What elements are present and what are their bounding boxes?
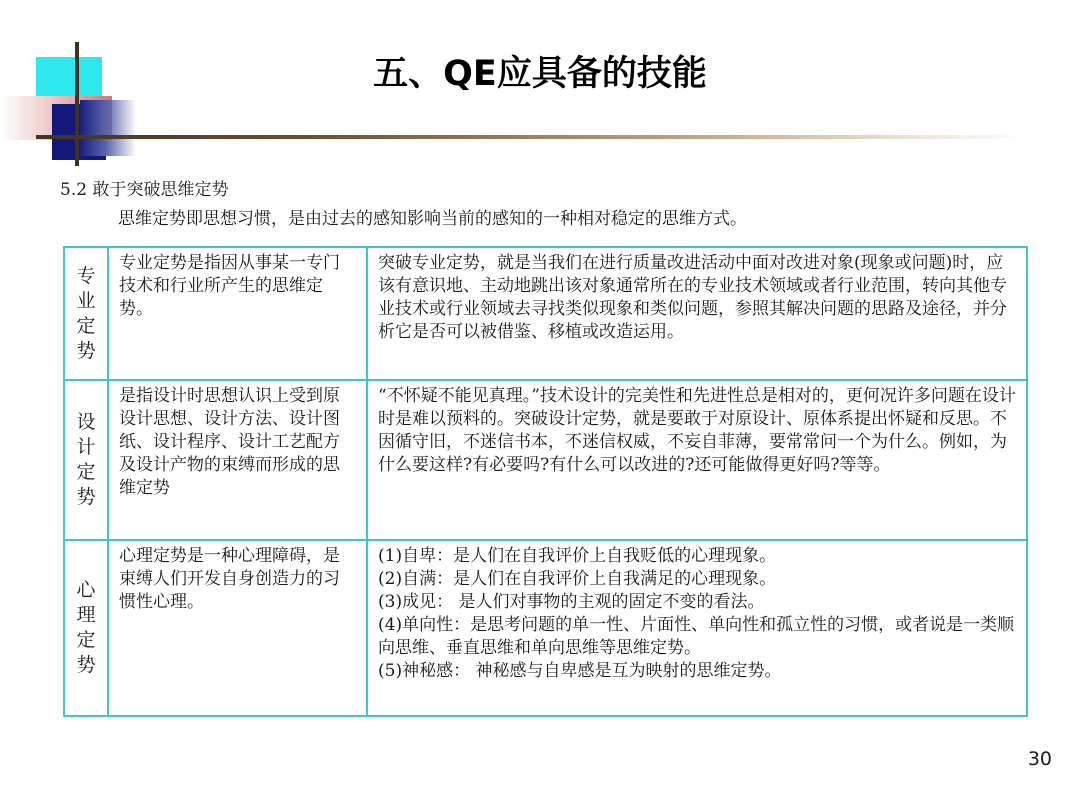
mindset-breakthrough-cell: 突破专业定势，就是当我们在进行质量改进活动中面对改进对象(现象或问题)时，应该有意识地、主动地跳出该对象通常所在的专业技术领域或者行业范围，转向其他专业技术或行业领域去寻找类似现象和类似问题，参照其解决问题的思路及途径，并分析它是否可以被借鉴、移植或改造运用。: [367, 247, 1027, 380]
mindset-definition-cell: 是指设计时思想认识上受到原设计思想、设计方法、设计图纸、设计程序、设计工艺配方及设计产物的束缚而形成的思维定势: [108, 380, 367, 540]
list-item: (2)自满：是人们在自我评价上自我满足的心理现象。: [378, 569, 777, 589]
mindset-table: [63, 246, 1028, 717]
decor-navy-gradient: [80, 100, 136, 156]
table-row: [64, 247, 1027, 380]
list-item: (5)神秘感： 神秘感与自卑感是互为映射的思维定势。: [378, 661, 782, 681]
intro-text: 思维定势即思想习惯，是由过去的感知影响当前的感知的一种相对稳定的思维方式。: [118, 209, 747, 229]
mindset-definition-cell: 专业定势是指因从事某一专门技术和行业所产生的思维定势。: [108, 247, 367, 380]
psych-barrier-list: [378, 545, 1016, 683]
decor-horizontal-rule: [36, 135, 1026, 139]
list-item: (4)单向性：是思考问题的单一性、片面性、单向性和孤立性的习惯，或者说是一类顺向思维、垂直思维和单向思维等思维定势。: [378, 615, 1015, 658]
list-item: (3)成见： 是人们对事物的主观的固定不变的看法。: [378, 592, 765, 612]
list-item: (1)自卑：是人们在自我评价上自我贬低的心理现象。: [378, 546, 777, 566]
mindset-definition-cell: 心理定势是一种心理障碍，是束缚人们开发自身创造力的习惯性心理。: [108, 540, 367, 716]
mindset-breakthrough-cell: “不怀疑不能见真理。”技术设计的完美性和先进性总是相对的，更何况许多问题在设计时是难以预料的。突破设计定势，就是要敢于对原设计、原体系提出怀疑和反思。不因循守旧，不迷信书本，不迷信权威，不妄自菲薄，要常常问一个为什么。例如，为什么要这样?有必要吗?有什么可以改进的?还可能做得更好吗?等等。: [367, 380, 1027, 540]
mindset-type-cell: [64, 380, 108, 540]
mindset-type-cell: [64, 540, 108, 716]
mindset-type-cell: [64, 247, 108, 380]
table-row: [64, 380, 1027, 540]
mindset-type-label: 专业定势: [76, 264, 96, 362]
mindset-breakthrough-cell: [367, 540, 1027, 716]
table-row: [64, 540, 1027, 716]
mindset-type-label: 设计定势: [76, 411, 96, 508]
mindset-type-label: 心理定势: [76, 579, 96, 676]
section-heading: 5.2 敢于突破思维定势: [60, 180, 229, 200]
page-number: 30: [1027, 748, 1052, 770]
decor-vertical-rule: [75, 42, 79, 166]
page-title: 五、QE应具备的技能: [373, 54, 707, 94]
